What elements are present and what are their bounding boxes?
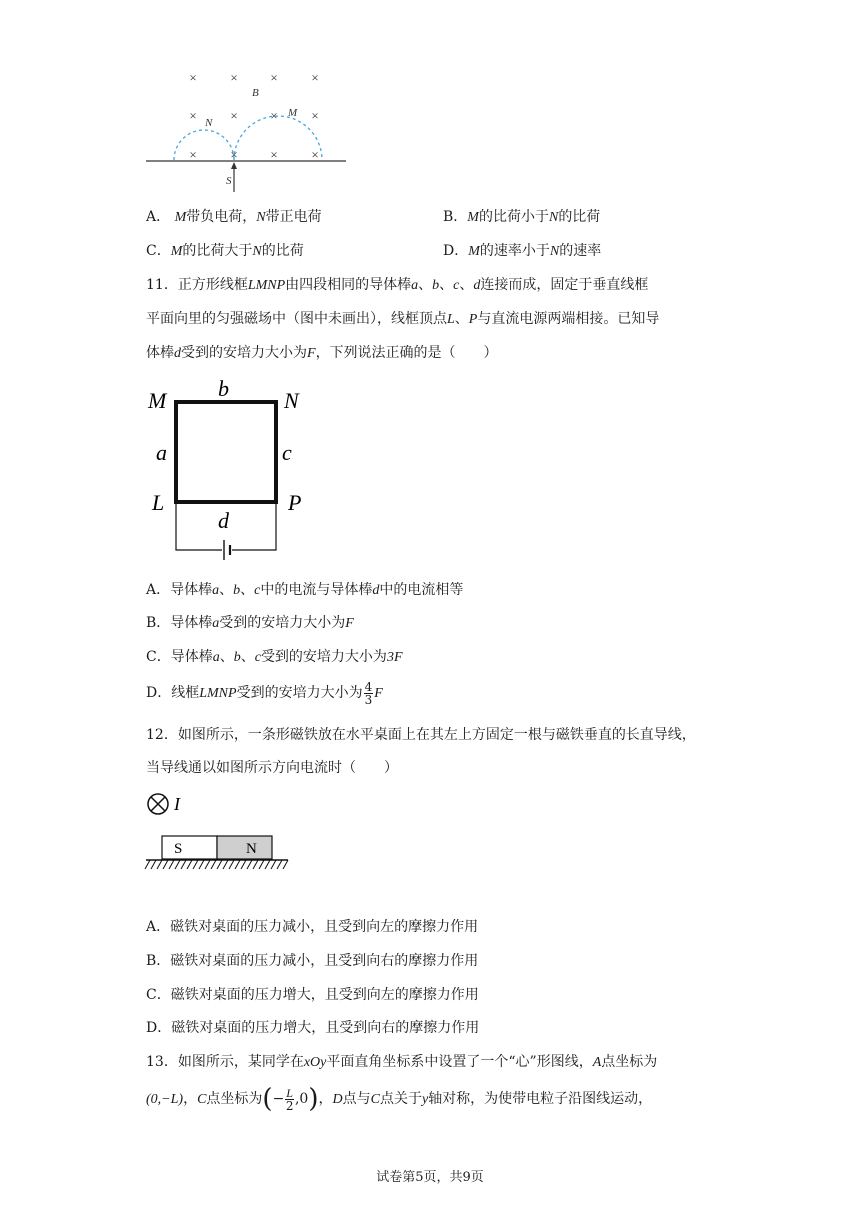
cross-mark: × (230, 147, 238, 162)
current-label-I: I (174, 794, 180, 814)
vertex-M: M (148, 388, 167, 413)
q11-option-c: C．导体棒a、b、c受到的安培力大小为3F (146, 649, 403, 665)
field-crosses (189, 70, 318, 162)
side-c: c (282, 440, 292, 465)
cross-mark: × (189, 70, 197, 85)
pole-label-N: N (246, 841, 257, 857)
vertex-P: P (288, 490, 302, 515)
side-b: b (218, 376, 229, 401)
source-label-S: S (226, 175, 232, 187)
side-d: d (218, 508, 229, 533)
q12-option-d: D．磁铁对桌面的压力增大，且受到向右的摩擦力作用 (146, 1020, 480, 1036)
q11-option-a: A．导体棒a、b、c中的电流与导体棒d中的电流相等 (146, 582, 464, 598)
square-frame (176, 402, 276, 502)
particle-label-M: M (288, 107, 298, 119)
trajectory-N (174, 130, 234, 160)
q11-figure (140, 372, 320, 564)
q11-option-d: D．线框LMNP受到的安培力大小为 $\frac{4}{3}$ F (146, 679, 383, 707)
q11-stem-line2: 平面向里的匀强磁场中（图中未画出），线框顶点L、P与直流电源两端相接。已知导 (146, 311, 660, 327)
q12-stem-line2: 当导线通以如图所示方向电流时（ ） (146, 760, 398, 776)
vertex-L: L (152, 490, 165, 515)
trajectory-M (234, 116, 322, 160)
q12-option-b: B．磁铁对桌面的压力减小，且受到向右的摩擦力作用 (146, 953, 479, 969)
vertex-N: N (284, 388, 299, 413)
q10-option-a: A． M带负电荷，N带正电荷 (146, 209, 322, 225)
cross-mark: × (311, 70, 319, 85)
cross-mark: × (311, 147, 319, 162)
particle-label-N: N (205, 117, 213, 129)
cross-mark: × (230, 70, 238, 85)
magnet-south-pole (162, 836, 217, 859)
magnet-north-pole (217, 836, 272, 859)
q13-stem-line1: 13．如图所示，某同学在xOy平面直角坐标系中设置了一个“心”形图线，A点坐标为 (146, 1054, 658, 1070)
q10-option-d: D．M的速率小于N的速率 (443, 243, 602, 259)
pole-label-S: S (174, 841, 183, 857)
q10-option-b: B．M的比荷小于N的比荷 (443, 209, 601, 225)
q11-stem-line1: 11．正方形线框LMNP由四段相同的导体棒a、b、c、d连接而成，固定于垂直线框 (146, 277, 649, 293)
circuit-wire-left (176, 504, 222, 550)
q12-option-a: A．磁铁对桌面的压力减小，且受到向左的摩擦力作用 (146, 919, 479, 935)
cross-mark: × (189, 108, 197, 123)
q10-option-c: C．M的比荷大于N的比荷 (146, 243, 304, 259)
q11-stem-line3: 体棒d受到的安培力大小为F，下列说法正确的是（ ） (146, 345, 498, 361)
cross-mark: × (189, 147, 197, 162)
page-footer: 试卷第5页，共9页 (376, 1170, 484, 1185)
table-hatching (145, 860, 288, 869)
q10-figure (140, 64, 360, 194)
cross-mark: × (230, 108, 238, 123)
cross-mark: × (270, 147, 278, 162)
circuit-wire-right (232, 504, 276, 550)
q13-stem-line2: (0,−L)，C点坐标为(− $\frac{L}{2}$ ,0)，D点与C点关于y轴对称，为使带电粒子沿图线运动， (146, 1084, 653, 1114)
q12-option-c: C．磁铁对桌面的压力增大，且受到向左的摩擦力作用 (146, 987, 479, 1003)
field-label-B: B (252, 87, 259, 99)
side-a: a (156, 440, 167, 465)
q12-stem-line1: 12．如图所示，一条形磁铁放在水平桌面上在其左上方固定一根与磁铁垂直的长直导线， (146, 727, 696, 743)
cross-mark: × (270, 108, 278, 123)
fraction-4-3: $\frac{4}{3}$ (364, 679, 373, 707)
cross-mark: × (311, 108, 319, 123)
cross-mark: × (270, 70, 278, 85)
entry-arrow-head (231, 162, 237, 169)
q12-figure (142, 790, 302, 874)
q11-option-b: B．导体棒a受到的安培力大小为F (146, 615, 354, 631)
